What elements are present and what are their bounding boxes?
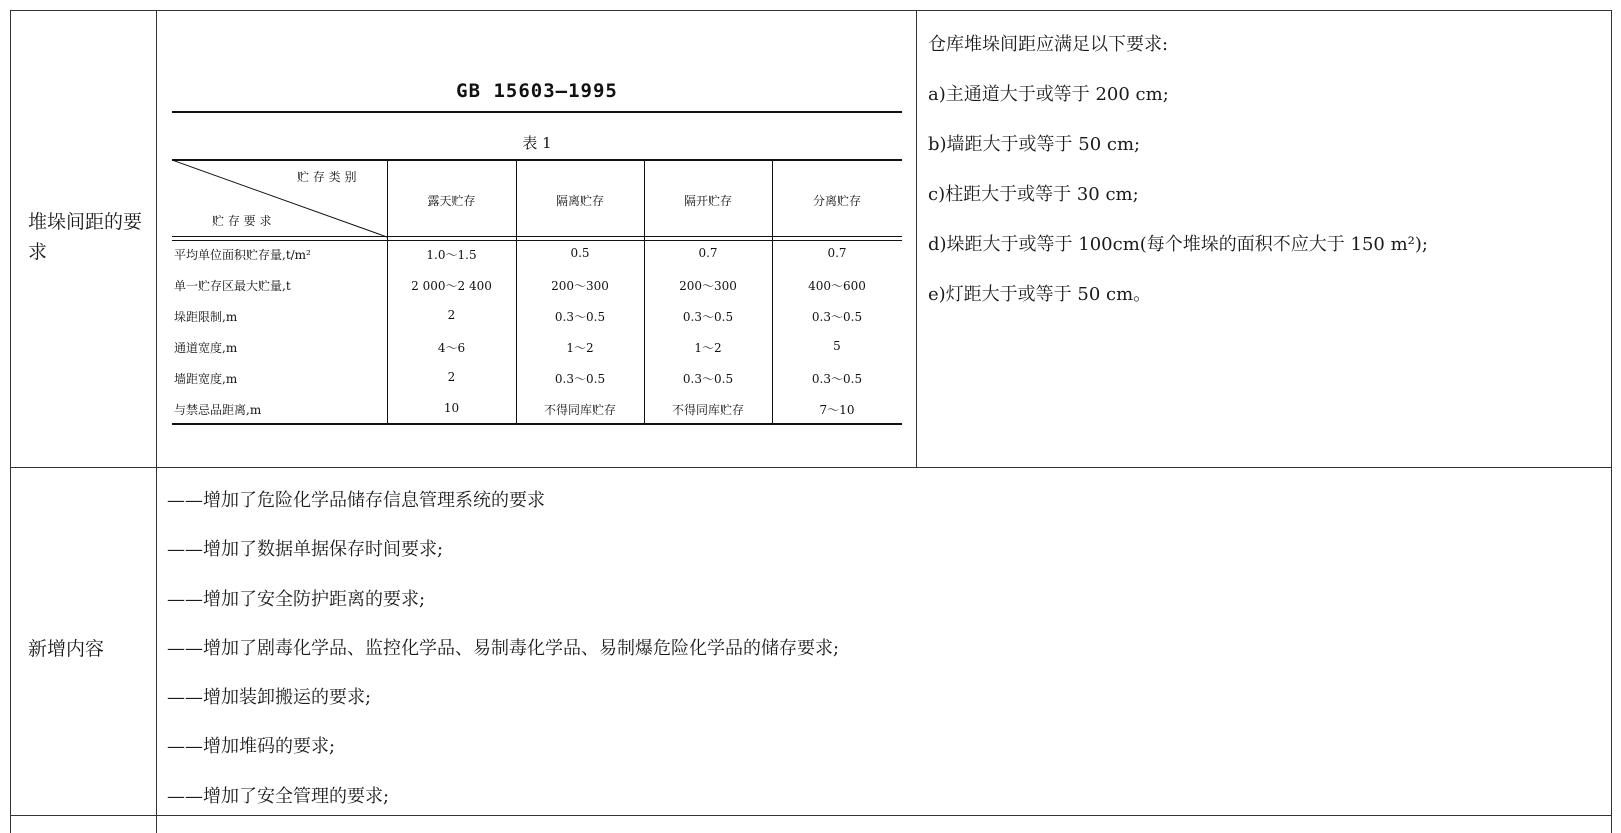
table-cell: 0.3～0.5 (811, 310, 863, 324)
row-label-stacking-distance: 堆垛间距的要求 (28, 211, 143, 263)
table-border-left (10, 10, 11, 833)
table-cell: 4～6 (437, 341, 466, 355)
table-cell: 2 000～2 400 (411, 279, 492, 293)
col-header-segregated: 分离贮存 (812, 194, 861, 208)
table-cell: 0.3～0.5 (682, 372, 734, 386)
requirement-item: b)墙距大于或等于 50 cm; (928, 134, 1141, 155)
corner-header-top: 贮 存 类 别 (297, 170, 357, 184)
requirement-item: d)垛距大于或等于 100cm(每个堆垛的面积不应大于 150 m²); (928, 234, 1428, 255)
table-cell: 1～2 (566, 341, 594, 355)
standard-title: GB 15603—1995 (456, 80, 618, 102)
row-label: 墙距宽度,m (174, 372, 238, 386)
table-cell: 7～10 (819, 403, 855, 417)
col-header-separated: 隔开贮存 (683, 194, 732, 208)
row-label: 平均单位面积贮存量,t/m² (174, 248, 311, 262)
requirement-item: a)主通道大于或等于 200 cm; (928, 84, 1169, 105)
table-cell: 0.7 (698, 246, 718, 260)
table-cell: 400～600 (808, 279, 866, 293)
table-cell: 5 (833, 339, 841, 353)
requirements-intro: 仓库堆垛间距应满足以下要求: (928, 34, 1169, 55)
table-cell: 不得同库贮存 (671, 403, 744, 417)
table-cell: 2 (447, 370, 456, 384)
table-cell: 200～300 (551, 279, 609, 293)
stacking-requirements-list (928, 30, 1428, 330)
table-cell: 1.0～1.5 (426, 248, 477, 262)
corner-header-bottom: 贮 存 要 求 (212, 214, 272, 228)
list-item: ——增加了安全防护距离的要求; (167, 588, 426, 610)
table-cell: 0.7 (827, 246, 847, 260)
list-item: ——增加了安全管理的要求; (167, 785, 390, 807)
col-header-open: 露天贮存 (427, 194, 476, 208)
header-rule-thin (172, 240, 902, 241)
table-cell: 0.3～0.5 (554, 310, 606, 324)
row-label: 单一贮存区最大贮量,t (174, 279, 291, 293)
table-cell: 10 (443, 401, 460, 415)
table-cell: 2 (447, 308, 456, 322)
row-label: 垛距限制,m (174, 310, 238, 324)
bottom-rule (172, 423, 902, 425)
table-border-right (1611, 10, 1612, 833)
requirement-item: c)柱距大于或等于 30 cm; (928, 184, 1139, 205)
table-cell: 200～300 (679, 279, 737, 293)
table-cell: 1～2 (694, 341, 722, 355)
table-cell: 不得同库贮存 (543, 403, 616, 417)
storage-requirements-table (172, 160, 902, 508)
table-cell: 0.3～0.5 (811, 372, 863, 386)
new-content-list (167, 486, 839, 831)
table-cell: 0.3～0.5 (682, 310, 734, 324)
table-cell: 0.3～0.5 (554, 372, 606, 386)
label-column-divider (156, 10, 157, 833)
list-item: ——增加了数据单据保存时间要求; (167, 539, 444, 561)
list-item: ——增加了剧毒化学品、监控化学品、易制毒化学品、易制爆危险化学品的储存要求; (167, 637, 840, 659)
list-item: ——增加了危险化学品储存信息管理系统的要求 (167, 490, 545, 511)
row-label: 通道宽度,m (174, 341, 238, 355)
table-cell: 0.5 (570, 246, 590, 260)
table-caption: 表 1 (522, 134, 552, 152)
table-border-top (10, 10, 1612, 11)
list-item: ——增加堆码的要求; (167, 736, 336, 758)
title-rule (172, 111, 902, 113)
requirement-item: e)灯距大于或等于 50 cm。 (928, 284, 1152, 305)
col-header-isolated: 隔离贮存 (555, 194, 604, 208)
gb15603-table-image (172, 80, 902, 440)
row-label-new-content: 新增内容 (28, 638, 105, 660)
row-label: 与禁忌品距离,m (174, 403, 262, 417)
list-item: ——增加装卸搬运的要求; (167, 687, 372, 709)
middle-column-divider (916, 10, 917, 467)
